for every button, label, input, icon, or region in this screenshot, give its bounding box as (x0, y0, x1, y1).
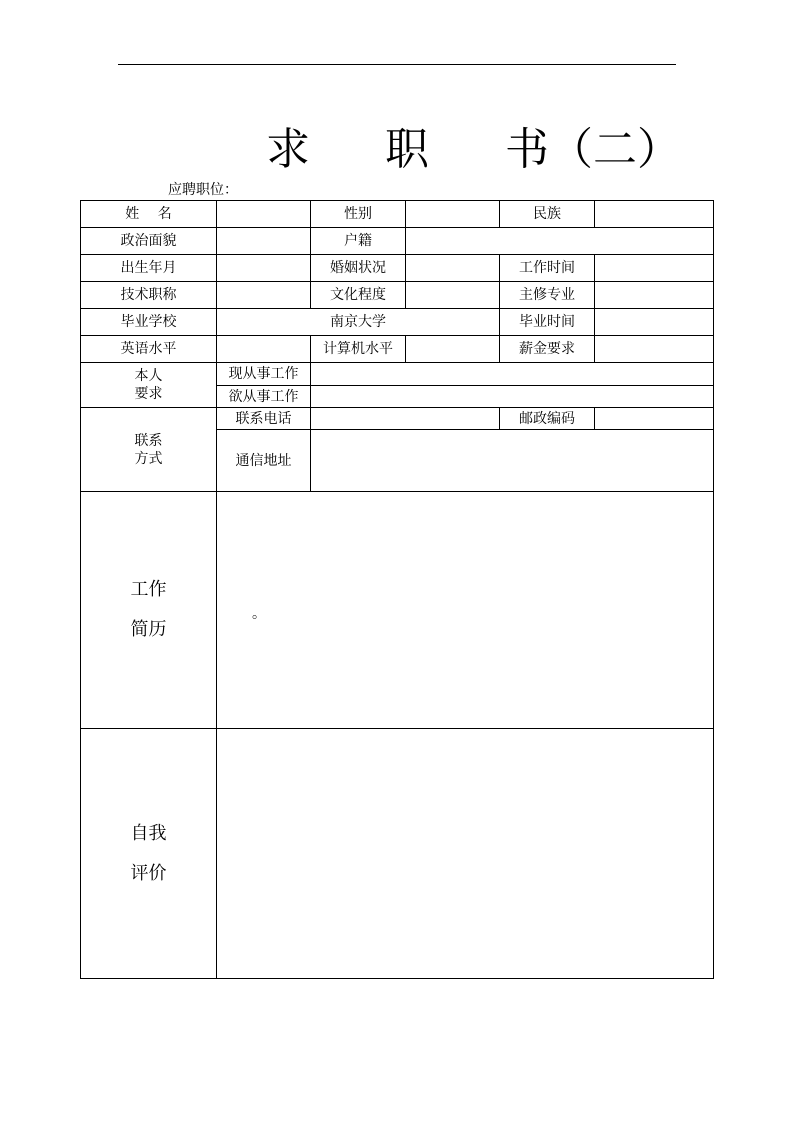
work-history-label-line2: 简历 (130, 619, 167, 640)
requirements-label (81, 363, 217, 408)
current-job-field[interactable] (311, 363, 714, 386)
desired-job-label: 欲从事工作 (217, 386, 311, 408)
english-level-label: 英语水平 (81, 336, 217, 363)
address-label: 通信地址 (217, 430, 311, 492)
political-status-label: 政治面貌 (81, 228, 217, 255)
birth-date-label: 出生年月 (81, 255, 217, 282)
work-history-field[interactable] (217, 492, 714, 729)
graduation-time-field[interactable] (595, 309, 714, 336)
technical-title-label: 技术职称 (81, 282, 217, 309)
education-label: 文化程度 (311, 282, 406, 309)
contact-label (81, 408, 217, 492)
phone-label: 联系电话 (217, 408, 311, 430)
english-level-field[interactable] (217, 336, 311, 363)
self-evaluation-label (81, 729, 217, 979)
work-start-label: 工作时间 (500, 255, 595, 282)
title-char-3: 书（二） (505, 124, 681, 175)
school-field[interactable]: 南京大学 (217, 309, 500, 336)
applied-position-label: 应聘职位： (168, 182, 238, 198)
gender-label: 性别 (311, 201, 406, 228)
requirements-label-line2: 要求 (134, 386, 163, 402)
ethnicity-field[interactable] (595, 201, 714, 228)
address-field[interactable] (311, 430, 714, 492)
computer-level-field[interactable] (406, 336, 500, 363)
work-history-label (81, 492, 217, 729)
requirements-label-line1: 本人 (134, 368, 163, 384)
name-label: 姓 名 (81, 201, 217, 228)
political-status-field[interactable] (217, 228, 311, 255)
postcode-label: 邮政编码 (500, 408, 595, 430)
salary-field[interactable] (595, 336, 714, 363)
title-char-1: 求 (266, 124, 310, 175)
postcode-field[interactable] (595, 408, 714, 430)
work-start-field[interactable] (595, 255, 714, 282)
document-title (0, 122, 794, 178)
current-job-label: 现从事工作 (217, 363, 311, 386)
gender-field[interactable] (406, 201, 500, 228)
title-char-2: 职 (385, 124, 429, 175)
work-history-label-line1: 工作 (130, 579, 167, 600)
school-label: 毕业学校 (81, 309, 217, 336)
technical-title-field[interactable] (217, 282, 311, 309)
phone-field[interactable] (311, 408, 500, 430)
contact-label-line2: 方式 (134, 450, 163, 467)
computer-level-label: 计算机水平 (311, 336, 406, 363)
salary-label: 薪金要求 (500, 336, 595, 363)
hukou-label: 户籍 (311, 228, 406, 255)
ethnicity-label: 民族 (500, 201, 595, 228)
self-evaluation-field[interactable] (217, 729, 714, 979)
marital-status-label: 婚姻状况 (311, 255, 406, 282)
name-field[interactable] (217, 201, 311, 228)
marital-status-field[interactable] (406, 255, 500, 282)
education-field[interactable] (406, 282, 500, 309)
major-field[interactable] (595, 282, 714, 309)
self-evaluation-label-line1: 自我 (130, 822, 167, 844)
header-rule (118, 64, 676, 65)
application-form-table (80, 200, 714, 979)
birth-date-field[interactable] (217, 255, 311, 282)
hukou-field[interactable] (406, 228, 714, 255)
self-evaluation-label-line2: 评价 (130, 862, 167, 884)
work-history-content: 。 (252, 606, 266, 622)
graduation-time-label: 毕业时间 (500, 309, 595, 336)
contact-label-line1: 联系 (134, 432, 163, 449)
desired-job-field[interactable] (311, 386, 714, 408)
major-label: 主修专业 (500, 282, 595, 309)
